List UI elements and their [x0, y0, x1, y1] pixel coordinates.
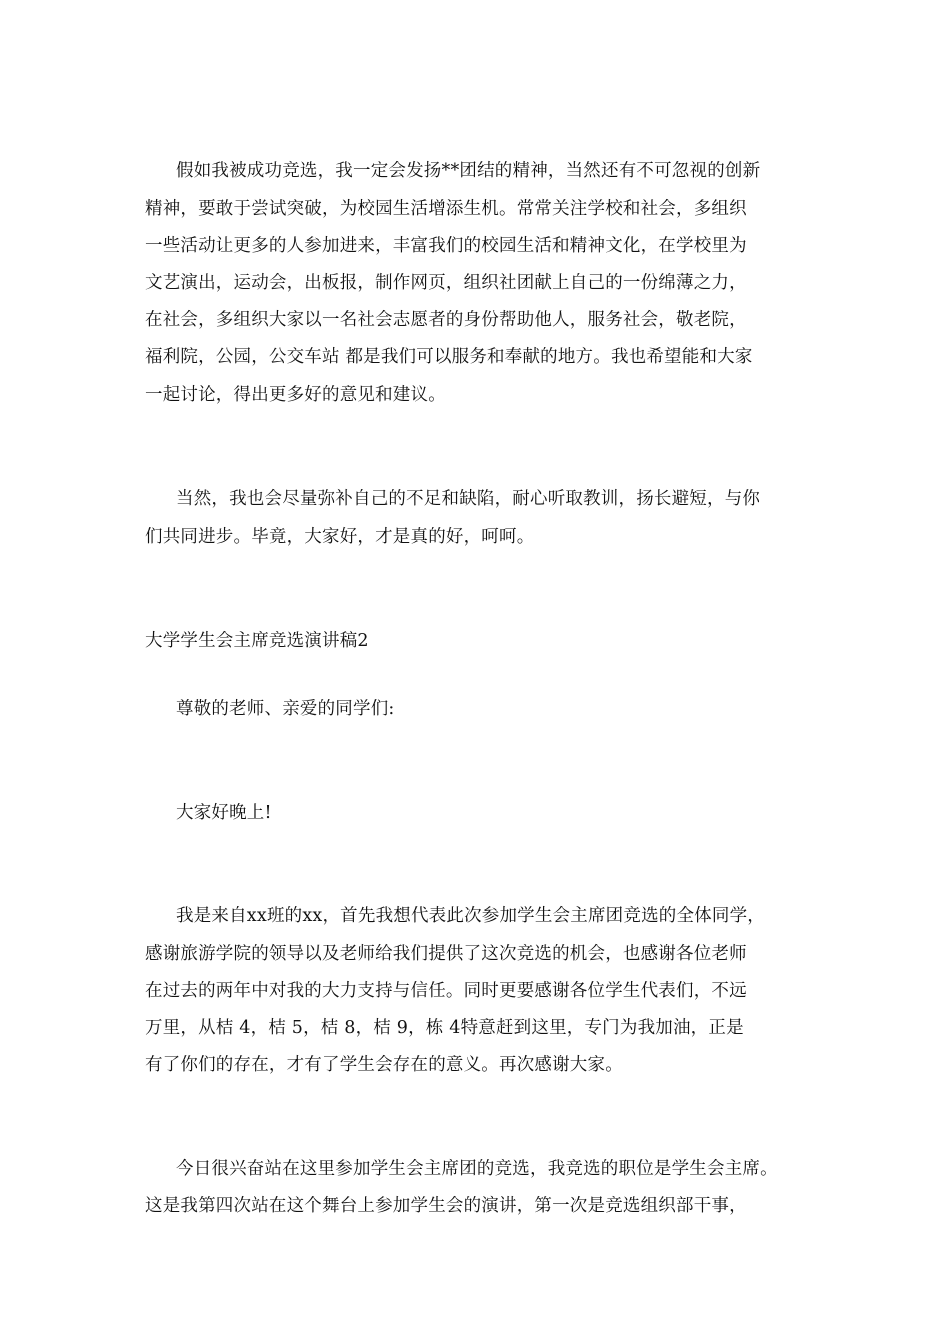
paragraph-line: 文艺演出，运动会，出板报，制作网页，组织社团献上自己的一份绵薄之力， — [145, 273, 747, 293]
paragraph-line: 有了你们的存在，才有了学生会存在的意义。再次感谢大家。 — [145, 1055, 623, 1075]
paragraph-line: 精神，要敢于尝试突破，为校园生活增添生机。常常关注学校和社会，多组织 — [145, 199, 747, 219]
paragraph-line: 一起讨论，得出更多好的意见和建议。 — [145, 385, 446, 405]
paragraph-line: 万里，从桔 4，桔 5，桔 8，桔 9，栋 4特意赶到这里，专门为我加油，正是 — [145, 1018, 744, 1038]
paragraph-line: 我是来自xx班的xx，首先我想代表此次参加学生会主席团竞选的全体同学， — [176, 906, 765, 926]
paragraph-line: 这是我第四次站在这个舞台上参加学生会的演讲，第一次是竞选组织部干事， — [145, 1196, 747, 1216]
paragraph-line: 在过去的两年中对我的大力支持与信任。同时更要感谢各位学生代表们，不远 — [145, 981, 747, 1001]
paragraph-line: 在社会，多组织大家以一名社会志愿者的身份帮助他人，服务社会，敬老院， — [145, 310, 747, 330]
paragraph-line: 一些活动让更多的人参加进来，丰富我们的校园生活和精神文化，在学校里为 — [145, 236, 747, 256]
hello-line: 大家好晚上! — [176, 803, 272, 823]
paragraph-line: 感谢旅游学院的领导以及老师给我们提供了这次竞选的机会，也感谢各位老师 — [145, 944, 747, 964]
section-heading: 大学学生会主席竞选演讲稿2 — [145, 631, 369, 651]
paragraph-line: 今日很兴奋站在这里参加学生会主席团的竞选，我竞选的职位是学生会主席。 — [176, 1159, 778, 1179]
greeting-line: 尊敬的老师、亲爱的同学们: — [176, 699, 395, 719]
paragraph-line: 当然，我也会尽量弥补自己的不足和缺陷，耐心听取教训，扬长避短，与你 — [176, 489, 761, 509]
paragraph-line: 们共同进步。毕竟，大家好，才是真的好，呵呵。 — [145, 527, 535, 547]
paragraph-line: 福利院，公园，公交车站 都是我们可以服务和奉献的地方。我也希望能和大家 — [145, 347, 753, 367]
paragraph-line: 假如我被成功竞选，我一定会发扬**团结的精神，当然还有不可忽视的创新 — [176, 161, 761, 181]
